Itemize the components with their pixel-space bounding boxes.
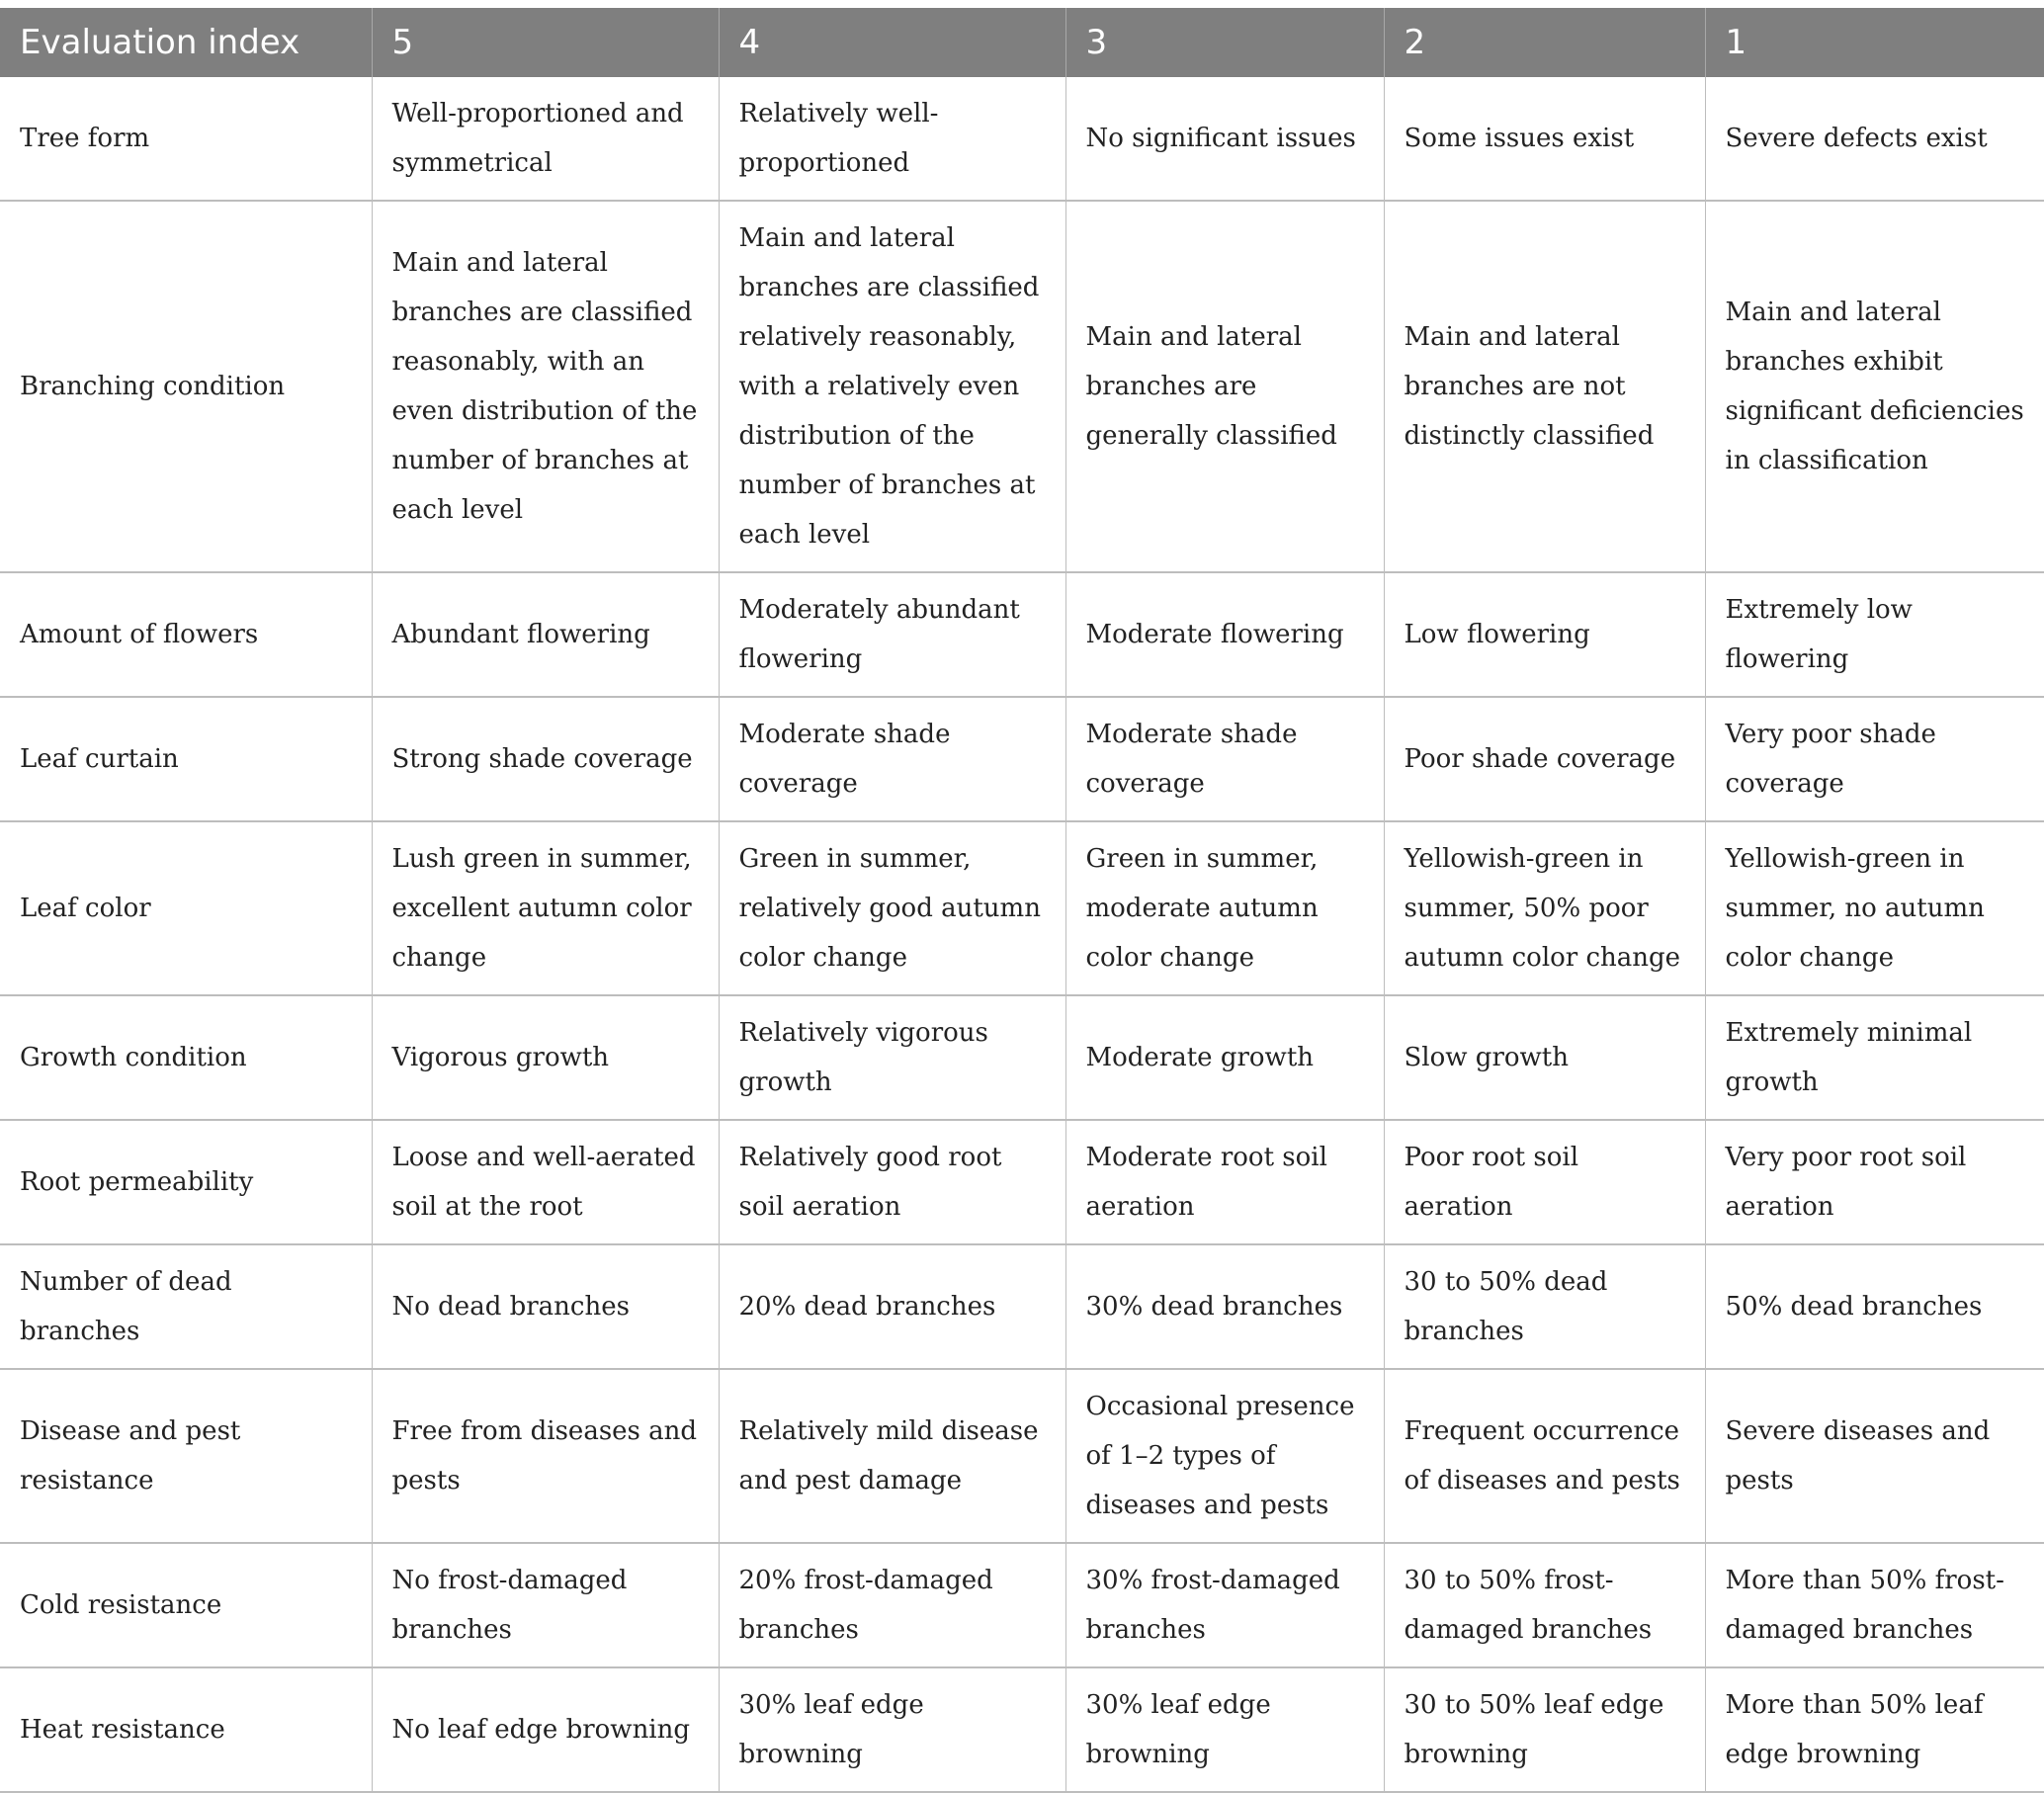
row-label: Amount of flowers [0, 572, 372, 697]
cell-score-4: 20% dead branches [719, 1244, 1065, 1369]
cell-score-3: Occasional presence of 1–2 types of diseases and pests [1065, 1369, 1384, 1543]
cell-score-3: Main and lateral branches are generally classified [1065, 201, 1384, 572]
table-row [0, 821, 2044, 995]
table-row [0, 1369, 2044, 1543]
table-row [0, 1667, 2044, 1792]
cell-score-4: Relatively vigorous growth [719, 995, 1065, 1120]
row-label: Tree form [0, 77, 372, 201]
cell-score-2: 30 to 50% leaf edge browning [1384, 1667, 1705, 1792]
cell-score-4: Moderately abundant flowering [719, 572, 1065, 697]
cell-score-5: Abundant flowering [372, 572, 719, 697]
row-label: Root permeability [0, 1120, 372, 1244]
cell-score-3: Green in summer, moderate autumn color change [1065, 821, 1384, 995]
cell-score-1: Very poor shade coverage [1705, 697, 2044, 821]
cell-score-1: Extremely low flowering [1705, 572, 2044, 697]
table-row [0, 1244, 2044, 1369]
cell-score-3: Moderate root soil aeration [1065, 1120, 1384, 1244]
table-header [0, 8, 2044, 77]
cell-score-1: More than 50% leaf edge browning [1705, 1667, 2044, 1792]
cell-score-4: Relatively good root soil aeration [719, 1120, 1065, 1244]
table-row [0, 697, 2044, 821]
cell-score-5: Loose and well-aerated soil at the root [372, 1120, 719, 1244]
cell-score-2: Poor shade coverage [1384, 697, 1705, 821]
cell-score-1: Severe defects exist [1705, 77, 2044, 201]
cell-score-5: Vigorous growth [372, 995, 719, 1120]
cell-score-5: No frost-damaged branches [372, 1543, 719, 1667]
cell-score-2: Yellowish-green in summer, 50% poor autumn color change [1384, 821, 1705, 995]
cell-score-3: 30% dead branches [1065, 1244, 1384, 1369]
row-label: Growth condition [0, 995, 372, 1120]
cell-score-4: Relatively mild disease and pest damage [719, 1369, 1065, 1543]
cell-score-5: No leaf edge browning [372, 1667, 719, 1792]
cell-score-3: 30% leaf edge browning [1065, 1667, 1384, 1792]
cell-score-5: Strong shade coverage [372, 697, 719, 821]
cell-score-1: 50% dead branches [1705, 1244, 2044, 1369]
cell-score-5: Lush green in summer, excellent autumn color change [372, 821, 719, 995]
table-row [0, 572, 2044, 697]
table-row [0, 77, 2044, 201]
cell-score-5: Main and lateral branches are classified reasonably, with an even distribution of the number of branches at each level [372, 201, 719, 572]
header-evaluation-index: Evaluation index [0, 8, 372, 77]
cell-score-5: No dead branches [372, 1244, 719, 1369]
cell-score-2: 30 to 50% frost-damaged branches [1384, 1543, 1705, 1667]
table-body [0, 77, 2044, 1792]
evaluation-table [0, 8, 2044, 1793]
header-score-2: 2 [1384, 8, 1705, 77]
row-label: Heat resistance [0, 1667, 372, 1792]
cell-score-1: Extremely minimal growth [1705, 995, 2044, 1120]
cell-score-2: Slow growth [1384, 995, 1705, 1120]
cell-score-2: Frequent occurrence of diseases and pests [1384, 1369, 1705, 1543]
header-row [0, 8, 2044, 77]
cell-score-5: Well-proportioned and symmetrical [372, 77, 719, 201]
row-label: Cold resistance [0, 1543, 372, 1667]
cell-score-4: Main and lateral branches are classified relatively reasonably, with a relatively even distribution of the number of branches at each level [719, 201, 1065, 572]
cell-score-3: No significant issues [1065, 77, 1384, 201]
cell-score-3: 30% frost-damaged branches [1065, 1543, 1384, 1667]
table-row [0, 995, 2044, 1120]
header-score-5: 5 [372, 8, 719, 77]
cell-score-1: Yellowish-green in summer, no autumn color change [1705, 821, 2044, 995]
row-label: Disease and pest resistance [0, 1369, 372, 1543]
cell-score-5: Free from diseases and pests [372, 1369, 719, 1543]
cell-score-1: Main and lateral branches exhibit significant deficiencies in classification [1705, 201, 2044, 572]
header-score-3: 3 [1065, 8, 1384, 77]
cell-score-4: Relatively well-proportioned [719, 77, 1065, 201]
row-label: Leaf curtain [0, 697, 372, 821]
cell-score-4: 30% leaf edge browning [719, 1667, 1065, 1792]
header-score-4: 4 [719, 8, 1065, 77]
cell-score-2: Poor root soil aeration [1384, 1120, 1705, 1244]
cell-score-4: Moderate shade coverage [719, 697, 1065, 821]
cell-score-1: More than 50% frost-damaged branches [1705, 1543, 2044, 1667]
cell-score-4: 20% frost-damaged branches [719, 1543, 1065, 1667]
cell-score-2: Low flowering [1384, 572, 1705, 697]
cell-score-1: Very poor root soil aeration [1705, 1120, 2044, 1244]
table-row [0, 201, 2044, 572]
table-row [0, 1120, 2044, 1244]
cell-score-2: 30 to 50% dead branches [1384, 1244, 1705, 1369]
row-label: Branching condition [0, 201, 372, 572]
header-score-1: 1 [1705, 8, 2044, 77]
cell-score-3: Moderate flowering [1065, 572, 1384, 697]
row-label: Leaf color [0, 821, 372, 995]
table-row [0, 1543, 2044, 1667]
cell-score-1: Severe diseases and pests [1705, 1369, 2044, 1543]
cell-score-3: Moderate growth [1065, 995, 1384, 1120]
cell-score-2: Some issues exist [1384, 77, 1705, 201]
cell-score-2: Main and lateral branches are not distinctly classified [1384, 201, 1705, 572]
cell-score-4: Green in summer, relatively good autumn color change [719, 821, 1065, 995]
row-label: Number of dead branches [0, 1244, 372, 1369]
cell-score-3: Moderate shade coverage [1065, 697, 1384, 821]
